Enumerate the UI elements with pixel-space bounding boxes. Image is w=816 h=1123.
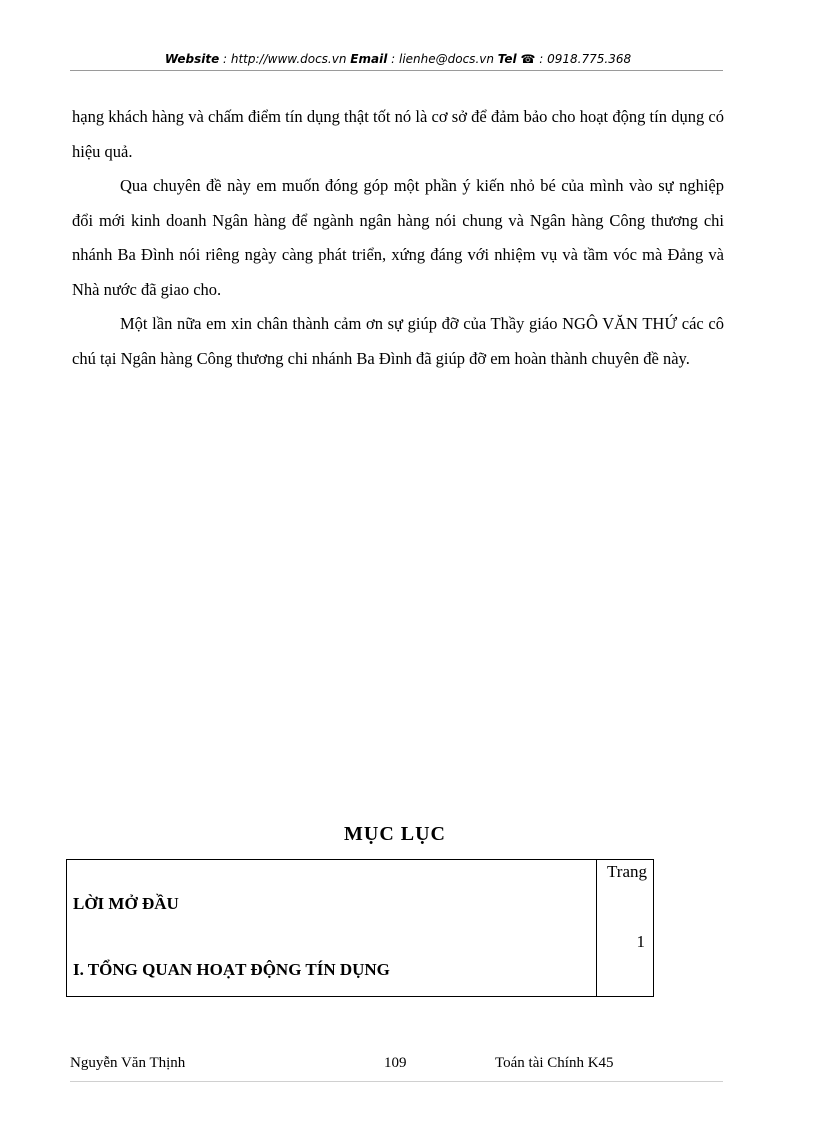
email-value: : lienhe@docs.vn (387, 52, 498, 66)
toc-entry-tong-quan: I. TỔNG QUAN HOẠT ĐỘNG TÍN DỤNG (73, 960, 390, 979)
email-label: Email (350, 52, 388, 66)
paragraph-2: Qua chuyên đề này em muốn đóng góp một phần ý kiến nhỏ bé của mình vào sự nghiệp đổi mới kinh doanh Ngân hàng để ngành ngân hàng nói chung và Ngân hàng Công thương chi nhánh Ba Đình nói riêng ngày càng phát triển, xứng đáng với nhiệm vụ và tầm vóc mà Đảng và Nhà nước đã giao cho. (72, 176, 724, 299)
paragraph-3: Một lần nữa em xin chân thành cảm ơn sự giúp đỡ của Thầy giáo NGÔ VĂN THỨ các cô chú tại Ngân hàng Công thương chi nhánh Ba Đình đã giúp đỡ em hoàn thành chuyên đề này. (72, 314, 724, 368)
toc-page-header: Trang (607, 862, 647, 881)
tel-value: : 0918.775.368 (535, 52, 632, 66)
body-text (72, 100, 724, 376)
header-divider (70, 70, 723, 71)
page-header (0, 52, 796, 66)
website-label: Website (164, 52, 220, 66)
toc-table (66, 859, 654, 997)
phone-icon: ☎ (520, 52, 536, 66)
website-value: : http://www.docs.vn (219, 52, 351, 66)
toc-page-loi-mo-dau: 1 (636, 932, 645, 951)
toc-column-divider (596, 860, 597, 996)
footer-page-number: 109 (384, 1055, 407, 1071)
paragraph-1: hạng khách hàng và chấm điểm tín dụng thật tốt nó là cơ sở để đảm bảo cho hoạt động tín dụng có hiệu quả. (72, 107, 724, 161)
footer-author: Nguyễn Văn Thịnh (70, 1055, 186, 1071)
footer-course: Toán tài Chính K45 (495, 1055, 614, 1071)
footer-divider (70, 1081, 723, 1082)
toc-title: MỤC LỤC (344, 823, 446, 845)
toc-entry-loi-mo-dau: LỜI MỞ ĐẦU (73, 894, 179, 913)
tel-label: Tel (497, 52, 517, 66)
